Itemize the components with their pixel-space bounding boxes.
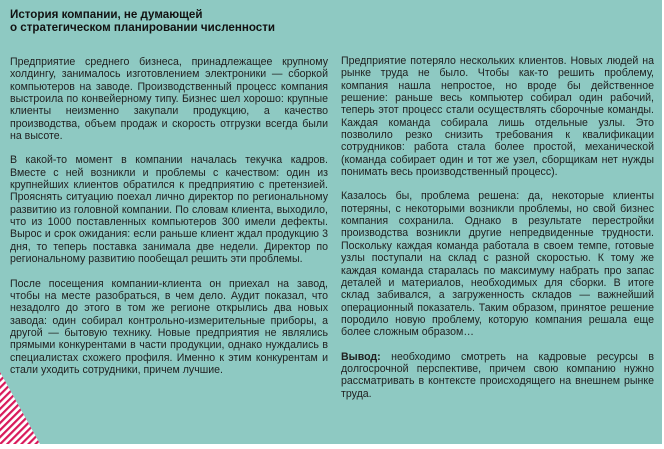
conclusion-paragraph bbox=[341, 351, 654, 400]
left-column bbox=[10, 8, 328, 388]
left-paragraph-3: После посещения компании-клиента он приехал на завод, чтобы на месте разобраться, в чем дело. Аудит показал, что незадолго до этого в том же регионе открылись два новых завода: один собирал контрольно-измерительные приборы, а другой — бытовую технику. Новые предприятия не являлись прямыми конкурентами в части продукции, однако нуждались в специалистах схожего профиля. Именно к этим конкурентам и стали уходить сотрудники, причем лучшие. bbox=[10, 277, 328, 376]
article-title bbox=[10, 8, 328, 34]
conclusion-text: необходимо смотреть на кадровые ресурсы в долгосрочной перспективе, причем свою компанию нужно рассматривать в контексте происходящего на внешнем рынке труда. bbox=[341, 350, 654, 400]
corner-stripes-decoration bbox=[0, 372, 40, 444]
right-paragraph-1: Предприятие потеряло нескольких клиентов. Новых людей на рынке труда не было. Чтобы как-то решить проблему, компания нашла непростое, но вроде бы действенное решение: раньше весь компьютер собирал один рабочий, теперь этот процесс стали осуществлять сборочные команды. Каждая команда собирала лишь отдельные узлы. Это позволило резко снизить требования к квалификации сотрудников: работа стала более простой, механической (команда собирает один и тот же узел, сборщикам нет нужды понимать весь производственный процесс). bbox=[341, 55, 654, 179]
left-paragraph-2: В какой-то момент в компании началась текучка кадров. Вместе с ней возникли и проблемы с качеством: один из крупнейших клиентов обратился к предприятию с претензией. Прояснять ситуацию поехал лично директор по региональному развитию из головной компании. По словам клиента, выходило, что из 1000 поставленных компьютеров 300 имели дефекты. Вырос и срок ожидания: если раньше клиент ждал продукцию 3 дня, то теперь поставка занимала две недели. Директор по региональному развитию пообещал решить эти проблемы. bbox=[10, 154, 328, 266]
right-paragraph-2: Казалось бы, проблема решена: да, некоторые клиенты потеряны, с некоторыми возникли проблемы, но свой бизнес компания сохранила. Однако в результате перестройки производства возникли другие непредвиденные трудности. Поскольку каждая команда работала в своем темпе, готовые узлы поступали на склад с разной скоростью. К тому же каждая команда старалась по максимуму набрать про запас деталей и материалов, необходимых для сборки. В итоге склад забивался, а загруженность складов — важнейший операционный показатель. Таким образом, принятое решение породило новую проблему, которую компания решала еще более сложным образом… bbox=[341, 190, 654, 339]
left-paragraph-1: Предприятие среднего бизнеса, принадлежащее крупному холдингу, занималось изготовлением электроники — сборкой компьютеров на заводе. Производственный процесс компания выстроила по конвейерному типу. Бизнес шел хорошо: крупные клиенты неизменно закупали продукцию, а качество производства, объем продаж и скорость отгрузки всегда были на высоте. bbox=[10, 56, 328, 143]
right-column bbox=[341, 55, 654, 412]
conclusion-label: Вывод: bbox=[341, 350, 381, 363]
title-line-2: о стратегическом планировании численности bbox=[10, 21, 276, 34]
title-line-1: История компании, не думающей bbox=[10, 8, 203, 21]
